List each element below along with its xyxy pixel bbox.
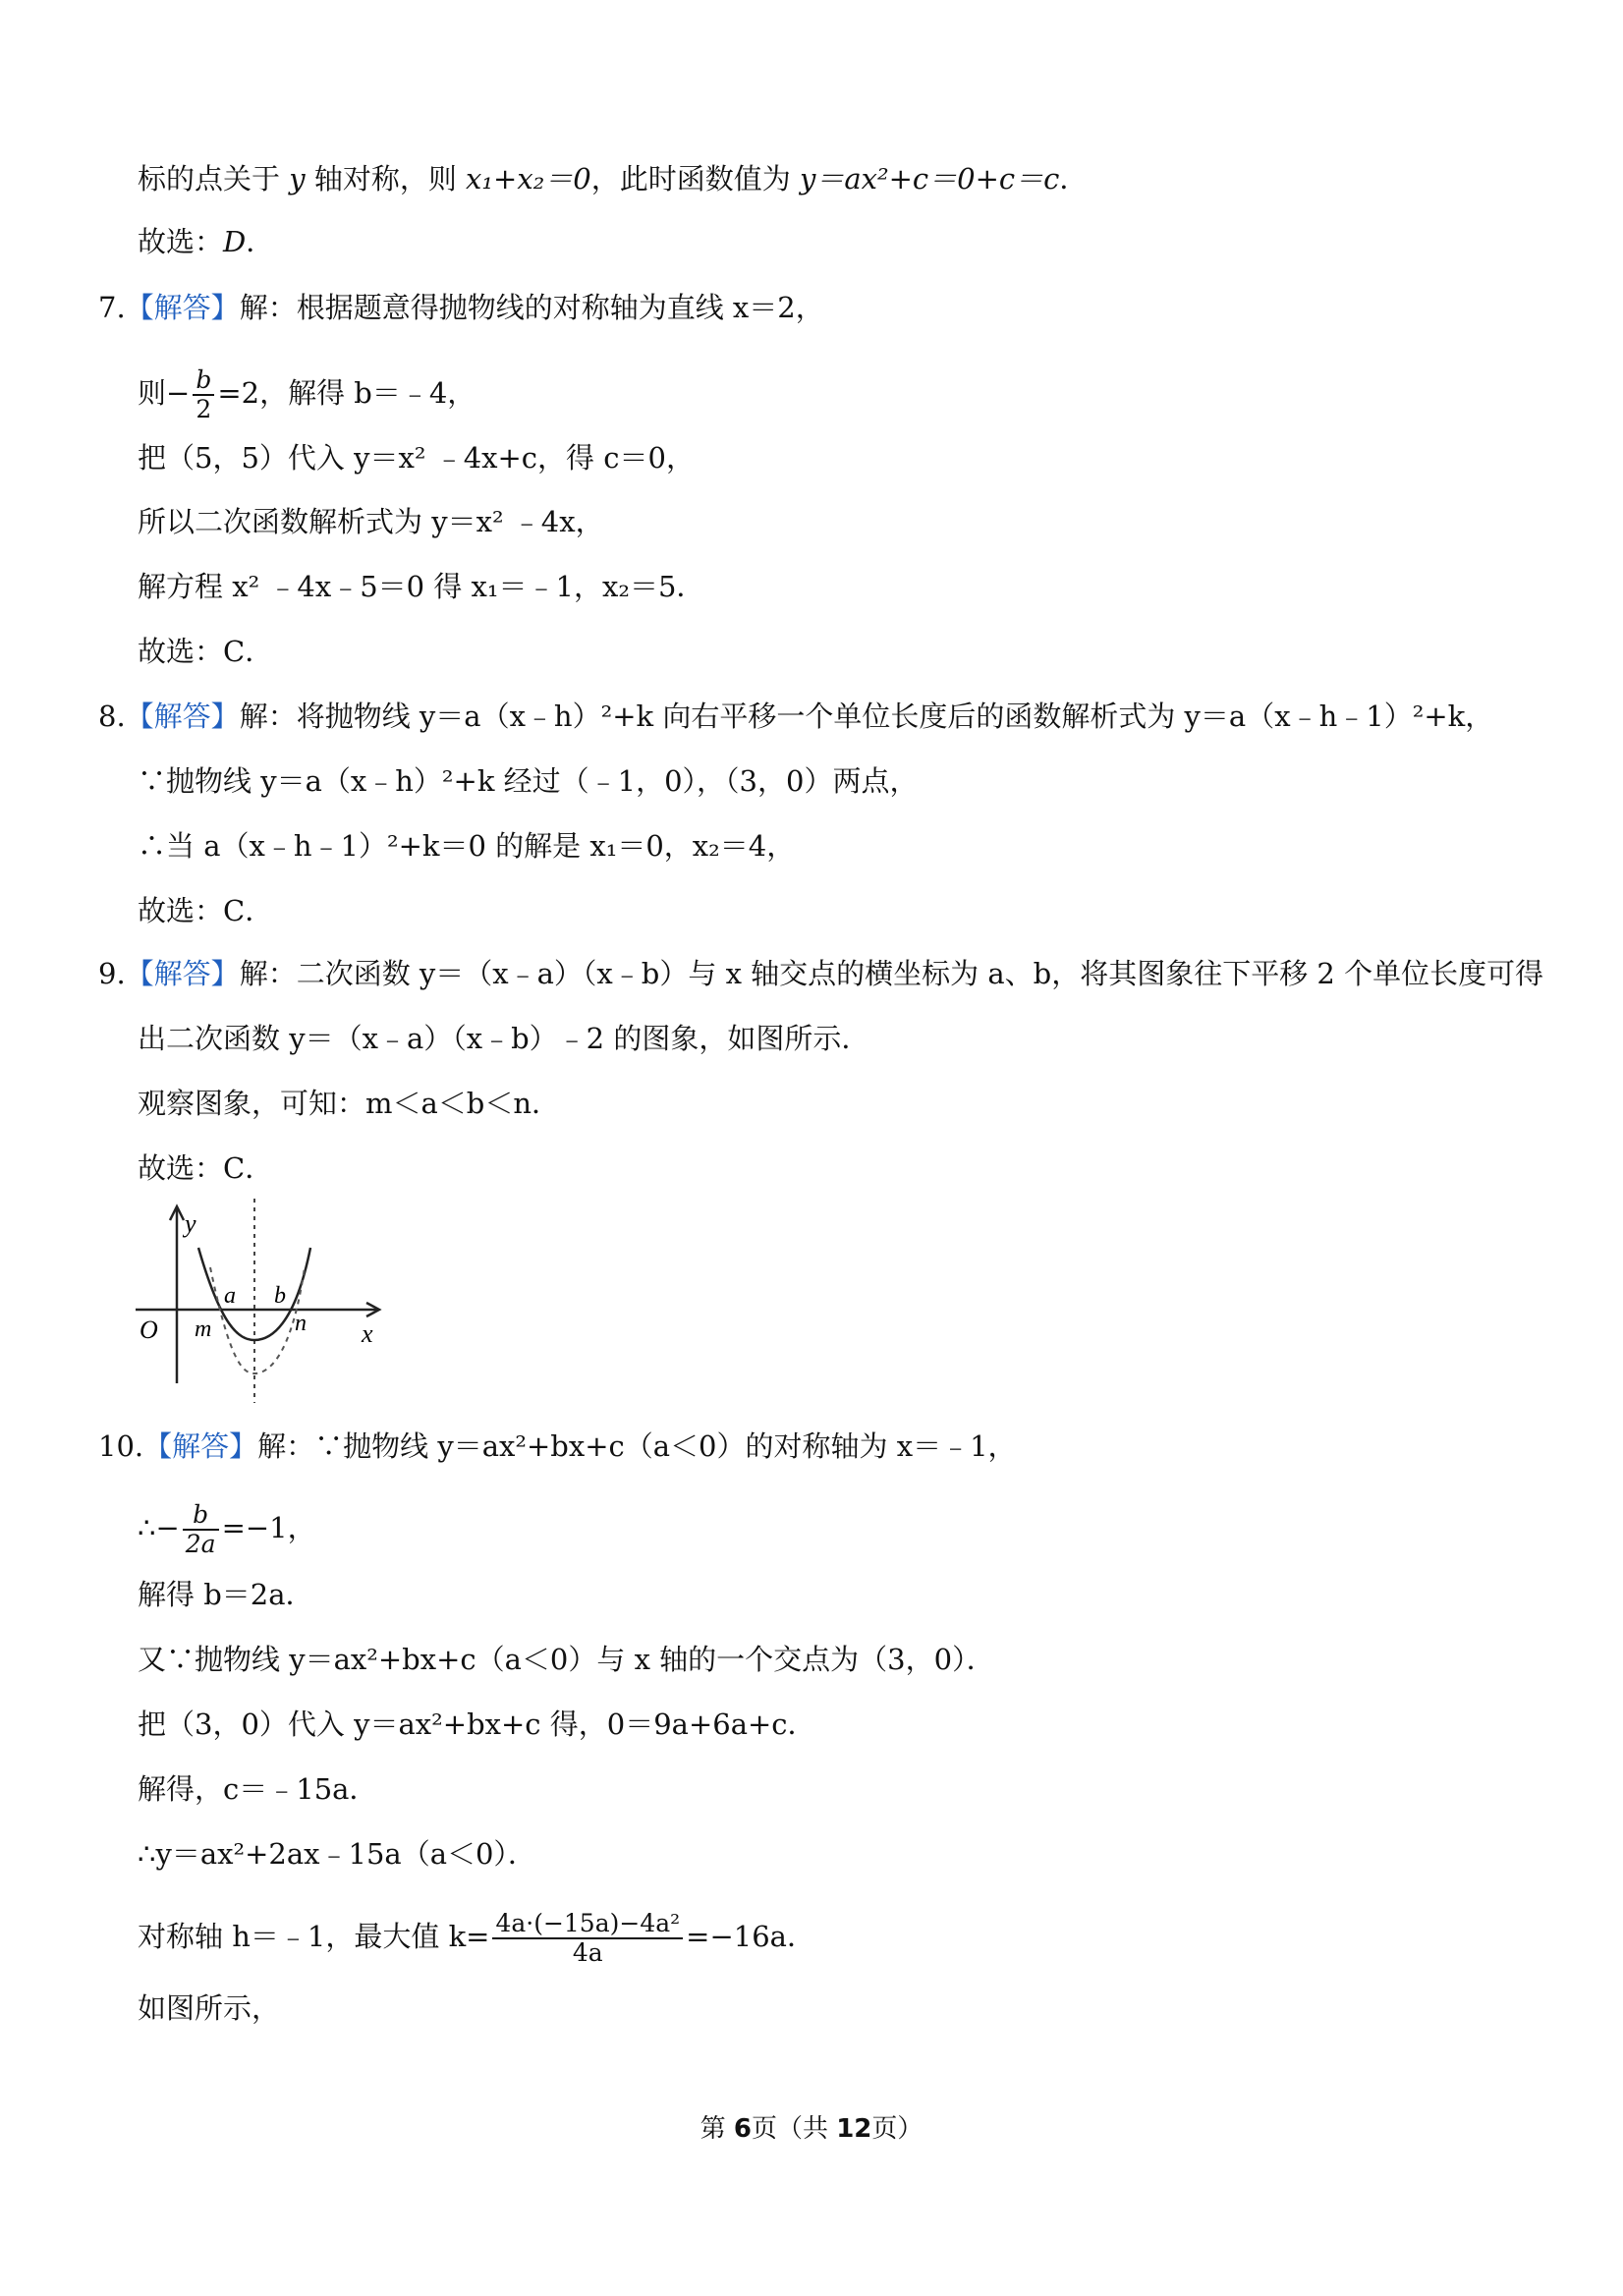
text: ，此时函数值为 — [590, 162, 800, 196]
q10-line-5: 把（3，0）代入 y＝ax²+bx+c 得，0＝9a+6a+c． — [138, 1708, 816, 1741]
text: ． — [246, 225, 275, 258]
q6-answer — [138, 222, 274, 261]
a-label: a — [224, 1283, 236, 1309]
q10-line-1 — [98, 1427, 1017, 1466]
question-number: 8. — [98, 700, 126, 733]
question-number: 9. — [98, 957, 126, 990]
text: 解：二次函数 y＝（x﹣a）（x﹣b）与 x 轴交点的横坐标为 a、b，将其图象往下平移 2 个单位长度可得 — [239, 957, 1544, 990]
denominator: 4a — [572, 1938, 603, 1967]
text: 对称轴 h＝﹣1，最大值 k= — [138, 1920, 490, 1953]
text: D — [223, 225, 247, 258]
text: 轴对称，则 — [305, 162, 467, 196]
fraction — [183, 1501, 219, 1558]
origin-label: O — [140, 1316, 158, 1344]
q9-line-2: 出二次函数 y＝（x﹣a）（x﹣b）﹣2 的图象，如图所示． — [138, 1022, 870, 1055]
q9-line-3: 观察图象，可知：m＜a＜b＜n． — [138, 1087, 561, 1120]
q8-answer: 故选：C． — [138, 894, 274, 927]
y-label: y — [185, 1209, 196, 1238]
q7-line-3: 把（5，5）代入 y＝x² ﹣4x+c，得 c＝0， — [138, 441, 695, 475]
fraction — [193, 366, 214, 423]
text: 故选： — [138, 225, 224, 258]
answer-tag: 【解答】 — [125, 291, 240, 324]
answer-tag: 【解答】 — [125, 700, 240, 733]
text: 标的点关于 — [138, 162, 290, 196]
page-footer — [0, 2112, 1623, 2146]
question-number: 7. — [98, 291, 126, 324]
denominator: 2 — [196, 395, 212, 423]
text: =−1， — [221, 1511, 316, 1544]
q6-line-1: 标的点关于 y 轴对称，则 x₁+x₂＝0，此时函数值为 y＝ax²+c＝0+c＝c． — [138, 162, 1089, 196]
footer-text: 页（共 — [751, 2114, 837, 2144]
q10-line-8 — [138, 1910, 815, 1967]
q7-answer: 故选：C． — [138, 635, 274, 668]
text: 解：∵抛物线 y＝ax²+bx+c（a＜0）的对称轴为 x＝﹣1， — [257, 1429, 1017, 1463]
q10-line-9: 如图所示， — [138, 1991, 281, 2025]
question-number: 10. — [98, 1429, 144, 1463]
text: y＝ax²+c＝0+c＝c — [799, 162, 1060, 196]
q7-line-4: 所以二次函数解析式为 y＝x² ﹣4x， — [138, 505, 604, 538]
numerator: b — [183, 1501, 219, 1531]
b-label: b — [274, 1283, 286, 1309]
q7-line-5: 解方程 x² ﹣4x﹣5＝0 得 x₁＝﹣1，x₂＝5． — [138, 570, 705, 603]
answer-tag: 【解答】 — [125, 957, 240, 990]
q9-answer: 故选：C． — [138, 1151, 274, 1185]
q7-line-1 — [98, 288, 824, 327]
fraction — [492, 1910, 683, 1967]
text: y — [289, 162, 306, 196]
total-pages-number: 12 — [836, 2114, 872, 2144]
footer-text: 第 — [700, 2114, 734, 2144]
m-label: m — [195, 1316, 212, 1342]
q10-line-4: 又∵抛物线 y＝ax²+bx+c（a＜0）与 x 轴的一个交点为（3，0）． — [138, 1643, 995, 1676]
text: 解：根据题意得抛物线的对称轴为直线 x＝2， — [239, 291, 824, 324]
answer-tag: 【解答】 — [143, 1429, 258, 1463]
text: =−16a． — [686, 1920, 815, 1953]
q9-line-1 — [98, 954, 1543, 993]
footer-text: 页） — [871, 2114, 923, 2144]
text: =2，解得 b＝﹣4， — [217, 376, 476, 410]
q10-line-3: 解得 b＝2a． — [138, 1578, 314, 1611]
n-label: n — [295, 1311, 307, 1336]
text: 则− — [138, 376, 191, 410]
text: ∴− — [138, 1511, 180, 1544]
q8-line-2: ∵抛物线 y＝a（x﹣h）²+k 经过（﹣1，0），（3，0）两点， — [138, 764, 919, 798]
q10-line-7: ∴y＝ax²+2ax﹣15a（a＜0）． — [138, 1837, 536, 1871]
q10-line-6: 解得，c＝﹣15a． — [138, 1772, 378, 1806]
numerator: 4a·(−15a)−4a² — [492, 1910, 683, 1939]
q8-line-3: ∴当 a（x﹣h﹣1）²+k＝0 的解是 x₁＝0，x₂＝4， — [138, 829, 796, 863]
q8-line-1 — [98, 697, 1493, 736]
current-page-number: 6 — [733, 2114, 752, 2144]
denominator: 2a — [185, 1530, 216, 1558]
x-label: x — [362, 1319, 373, 1348]
text: 解：将抛物线 y＝a（x﹣h）²+k 向右平移一个单位长度后的函数解析式为 y＝a（x﹣h﹣1）²+k， — [239, 700, 1494, 733]
parabola-figure — [128, 1197, 393, 1413]
numerator: b — [193, 366, 214, 396]
text: x₁+x₂＝0 — [466, 162, 591, 196]
q10-line-2 — [138, 1501, 316, 1558]
q7-line-2 — [138, 366, 476, 423]
